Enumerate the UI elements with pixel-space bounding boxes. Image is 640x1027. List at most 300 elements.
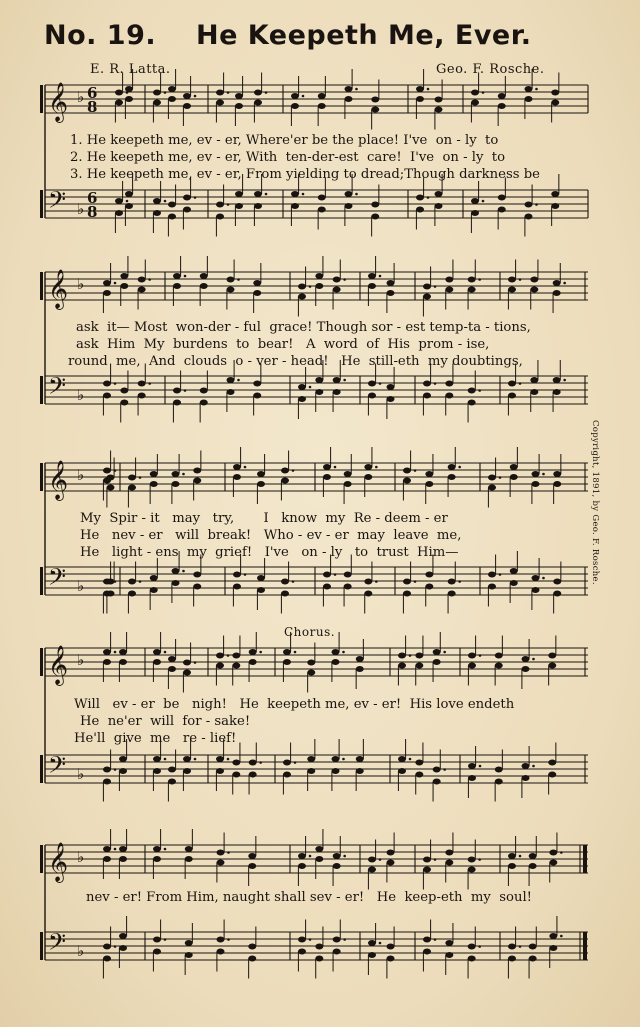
note-head	[387, 850, 395, 856]
note-head	[193, 572, 201, 578]
note-dot	[227, 91, 230, 94]
note-head	[356, 768, 364, 774]
flat-sign: ♭	[77, 765, 85, 783]
note-dot	[227, 758, 230, 761]
note-head	[119, 756, 127, 762]
note-dot	[478, 389, 481, 392]
note-head	[200, 400, 208, 406]
note-dot	[379, 942, 382, 945]
lyric-line: He'll give me re - lief!	[74, 731, 237, 746]
note-head	[233, 584, 241, 590]
note-head	[525, 96, 533, 102]
note-head	[183, 93, 191, 99]
lyric-line: My Spir - it may try, I know my Re - deem - er	[80, 511, 448, 526]
note-head	[445, 381, 453, 387]
note-dot	[126, 200, 129, 203]
note-head	[530, 377, 538, 383]
note-dot	[139, 580, 142, 583]
note-head	[371, 107, 379, 113]
note-dot	[535, 88, 538, 91]
note-head	[471, 198, 479, 204]
treble-clef: 𝄞	[48, 460, 69, 500]
note-head	[235, 103, 243, 109]
note-head	[387, 860, 395, 866]
note-head	[332, 659, 340, 665]
note-head	[298, 863, 306, 869]
bracket-bar	[40, 567, 43, 595]
note-head	[423, 867, 431, 873]
note-head	[103, 767, 111, 773]
note-head	[498, 93, 506, 99]
flat-sign: ♭	[77, 651, 85, 669]
note-dot	[532, 658, 535, 661]
note-head	[323, 584, 331, 590]
note-head	[423, 381, 431, 387]
note-head	[168, 214, 176, 220]
note-head	[128, 485, 136, 491]
note-head	[403, 591, 411, 597]
note-head	[549, 850, 557, 856]
note-head	[291, 103, 299, 109]
lyric-line: ask Him My burdens to bear! A word of His prom - ise,	[76, 337, 490, 352]
note-dot	[409, 654, 412, 657]
note-dot	[148, 278, 151, 281]
note-head	[553, 389, 561, 395]
note-head	[281, 478, 289, 484]
note-head	[168, 779, 176, 785]
note-head	[233, 474, 241, 480]
note-head	[332, 649, 340, 655]
note-head	[435, 107, 443, 113]
note-head	[368, 381, 376, 387]
note-head	[233, 572, 241, 578]
note-head	[488, 475, 496, 481]
note-head	[553, 481, 561, 487]
note-head	[318, 93, 326, 99]
note-head	[183, 207, 191, 213]
note-dot	[114, 282, 117, 285]
note-dot	[343, 938, 346, 941]
note-head	[551, 191, 559, 197]
note-head	[200, 283, 208, 289]
note-head	[318, 195, 326, 201]
note-dot	[244, 466, 247, 469]
note-dot	[414, 469, 417, 472]
note-dot	[164, 651, 167, 654]
note-head	[150, 481, 158, 487]
note-head	[291, 93, 299, 99]
lyric-line: ask it— Most won-der - ful grace! Though sor - est temp-ta - tions,	[76, 320, 531, 335]
note-head	[423, 857, 431, 863]
note-head	[522, 656, 530, 662]
note-head	[257, 471, 265, 477]
lyric-line: He nev - er will break! Who - ev - er may leave me,	[80, 528, 462, 543]
note-dot	[194, 758, 197, 761]
note-head	[333, 853, 341, 859]
note-head	[423, 284, 431, 290]
note-dot	[292, 469, 295, 472]
note-dot	[182, 570, 185, 573]
flat-sign: ♭	[77, 577, 85, 595]
note-head	[200, 388, 208, 394]
note-head	[217, 949, 225, 955]
note-dot	[355, 193, 358, 196]
note-head	[168, 666, 176, 672]
note-head	[183, 660, 191, 666]
note-head	[193, 478, 201, 484]
note-head	[185, 846, 193, 852]
note-head	[283, 649, 291, 655]
note-head	[103, 956, 111, 962]
note-head	[387, 396, 395, 402]
note-head	[248, 863, 256, 869]
note-head	[471, 90, 479, 96]
note-head	[368, 393, 376, 399]
note-head	[416, 96, 424, 102]
note-head	[307, 756, 315, 762]
note-head	[153, 768, 161, 774]
note-head	[173, 273, 181, 279]
note-head	[323, 572, 331, 578]
note-head	[364, 591, 372, 597]
note-head	[128, 579, 136, 585]
note-head	[107, 485, 115, 491]
note-head	[138, 393, 146, 399]
note-head	[125, 203, 133, 209]
note-head	[153, 649, 161, 655]
note-head	[371, 202, 379, 208]
note-dot	[519, 855, 522, 858]
note-head	[468, 277, 476, 283]
note-head	[254, 100, 262, 106]
note-dot	[478, 858, 481, 861]
note-head	[333, 287, 341, 293]
treble-clef: 𝄞	[48, 645, 69, 685]
note-dot	[114, 382, 117, 385]
note-head	[119, 933, 127, 939]
treble-clef: 𝄞	[48, 842, 69, 882]
note-head	[153, 856, 161, 862]
note-head	[103, 659, 111, 665]
note-head	[257, 587, 265, 593]
note-head	[291, 203, 299, 209]
note-head	[368, 867, 376, 873]
note-head	[235, 203, 243, 209]
note-dot	[343, 855, 346, 858]
note-head	[103, 944, 111, 950]
note-dot	[409, 758, 412, 761]
note-dot	[164, 938, 167, 941]
note-head	[532, 575, 540, 581]
flat-sign: ♭	[77, 942, 85, 960]
note-head	[217, 937, 225, 943]
note-head	[253, 393, 261, 399]
note-head	[216, 214, 224, 220]
note-head	[227, 287, 235, 293]
note-head	[153, 100, 161, 106]
note-head	[508, 956, 516, 962]
note-head	[508, 944, 516, 950]
note-head	[125, 96, 133, 102]
note-dot	[237, 278, 240, 281]
note-head	[183, 670, 191, 676]
note-head	[318, 207, 326, 213]
note-head	[433, 779, 441, 785]
note-head	[315, 273, 323, 279]
note-dot	[379, 382, 382, 385]
time-signature-bottom: 8	[87, 98, 98, 116]
note-head	[508, 863, 516, 869]
note-head	[532, 587, 540, 593]
note-head	[345, 203, 353, 209]
note-dot	[114, 768, 117, 771]
note-head	[368, 857, 376, 863]
note-dot	[478, 278, 481, 281]
note-dot	[334, 573, 337, 576]
note-dot	[434, 938, 437, 941]
note-dot	[343, 379, 346, 382]
note-dot	[434, 858, 437, 861]
bracket-bar	[40, 463, 43, 491]
note-dot	[114, 848, 117, 851]
note-dot	[182, 473, 185, 476]
note-dot	[535, 203, 538, 206]
flat-sign: ♭	[77, 466, 85, 484]
note-head	[549, 860, 557, 866]
note-head	[508, 393, 516, 399]
note-head	[553, 280, 561, 286]
note-dot	[519, 382, 522, 385]
note-head	[150, 471, 158, 477]
note-dot	[265, 91, 268, 94]
note-head	[200, 273, 208, 279]
lyricist-credit: E. R. Latta.	[90, 62, 171, 77]
lyric-line: Will ev - er be nigh! He keepeth me, ev - er! His love endeth	[74, 697, 515, 712]
note-head	[525, 214, 533, 220]
note-dot	[532, 765, 535, 768]
note-head	[425, 572, 433, 578]
note-head	[216, 663, 224, 669]
note-dot	[294, 651, 297, 654]
note-head	[468, 388, 476, 394]
note-head	[468, 763, 476, 769]
note-head	[468, 775, 476, 781]
note-head	[344, 471, 352, 477]
note-dot	[334, 466, 337, 469]
note-head	[415, 760, 423, 766]
note-head	[315, 956, 323, 962]
note-head	[138, 277, 146, 283]
note-dot	[302, 193, 305, 196]
note-head	[468, 857, 476, 863]
note-head	[416, 195, 424, 201]
note-head	[415, 653, 423, 659]
bass-clef: 𝄢	[48, 186, 67, 219]
bass-clef: 𝄢	[48, 563, 67, 596]
note-dot	[479, 654, 482, 657]
note-head	[107, 475, 115, 481]
note-head	[216, 768, 224, 774]
note-head	[227, 389, 235, 395]
note-head	[168, 767, 176, 773]
note-head	[217, 850, 225, 856]
note-head	[333, 377, 341, 383]
bass-clef: 𝄢	[48, 751, 67, 784]
note-head	[232, 663, 240, 669]
note-head	[423, 294, 431, 300]
note-head	[249, 659, 257, 665]
note-head	[433, 649, 441, 655]
final-bar	[583, 845, 587, 873]
lyric-line: He light - ens my grief! I've on - ly to trust Him—	[80, 545, 459, 560]
note-head	[315, 283, 323, 289]
note-head	[298, 284, 306, 290]
note-head	[549, 933, 557, 939]
bass-clef: 𝄢	[48, 372, 67, 405]
note-head	[254, 203, 262, 209]
note-head	[471, 100, 479, 106]
note-head	[551, 100, 559, 106]
note-head	[172, 568, 180, 574]
note-head	[425, 584, 433, 590]
note-head	[525, 86, 533, 92]
note-dot	[343, 278, 346, 281]
note-head	[498, 103, 506, 109]
treble-clef: 𝄞	[48, 269, 69, 309]
note-dot	[458, 466, 461, 469]
note-head	[291, 191, 299, 197]
note-dot	[499, 573, 502, 576]
note-head	[185, 952, 193, 958]
note-dot	[482, 91, 485, 94]
bass-clef: 𝄢	[48, 928, 67, 961]
note-head	[448, 464, 456, 470]
note-head	[468, 956, 476, 962]
note-head	[125, 86, 133, 92]
note-head	[445, 850, 453, 856]
note-head	[119, 768, 127, 774]
note-head	[510, 474, 518, 480]
note-head	[254, 90, 262, 96]
note-head	[315, 846, 323, 852]
note-head	[495, 779, 503, 785]
note-head	[553, 591, 561, 597]
note-head	[522, 775, 530, 781]
note-head	[510, 464, 518, 470]
note-dot	[542, 577, 545, 580]
note-head	[387, 956, 395, 962]
note-head	[153, 210, 161, 216]
note-head	[415, 663, 423, 669]
note-dot	[309, 938, 312, 941]
note-head	[283, 772, 291, 778]
note-dot	[244, 573, 247, 576]
note-head	[333, 277, 341, 283]
note-head	[445, 940, 453, 946]
note-head	[345, 96, 353, 102]
note-head	[332, 768, 340, 774]
note-head	[173, 283, 181, 289]
note-head	[318, 103, 326, 109]
note-head	[128, 591, 136, 597]
note-head	[307, 660, 315, 666]
note-head	[368, 283, 376, 289]
note-dot	[194, 95, 197, 98]
note-dot	[227, 938, 230, 941]
note-head	[398, 756, 406, 762]
lyric-line: He ne'er will for - sake!	[80, 714, 251, 729]
note-head	[553, 377, 561, 383]
note-dot	[184, 389, 187, 392]
note-head	[468, 400, 476, 406]
note-dot	[164, 200, 167, 203]
note-head	[498, 207, 506, 213]
note-dot	[309, 855, 312, 858]
note-head	[425, 471, 433, 477]
note-head	[150, 575, 158, 581]
note-dot	[164, 91, 167, 94]
note-head	[398, 768, 406, 774]
note-head	[103, 649, 111, 655]
note-head	[468, 287, 476, 293]
note-head	[548, 772, 556, 778]
note-dot	[342, 651, 345, 654]
note-head	[423, 937, 431, 943]
lyric-line: nev - er! From Him, naught shall sev - er! He keep-eth my soul!	[86, 890, 532, 905]
note-head	[323, 474, 331, 480]
lyric-line: 3. He keepeth me, ev - er, From yielding to dread;Though darkness be	[70, 167, 540, 182]
note-head	[235, 93, 243, 99]
lyric-line: round me, And clouds o - ver - head! He still-eth my doubtings,	[68, 354, 523, 369]
note-head	[398, 663, 406, 669]
note-head	[387, 280, 395, 286]
note-head	[153, 198, 161, 204]
note-head	[253, 290, 261, 296]
note-dot	[259, 651, 262, 654]
note-head	[435, 191, 443, 197]
note-head	[138, 381, 146, 387]
note-head	[508, 277, 516, 283]
note-dot	[458, 580, 461, 583]
note-head	[125, 191, 133, 197]
note-head	[298, 294, 306, 300]
note-head	[488, 572, 496, 578]
note-head	[368, 952, 376, 958]
note-head	[333, 389, 341, 395]
chorus-label: Chorus.	[284, 625, 336, 639]
note-head	[173, 388, 181, 394]
note-dot	[519, 945, 522, 948]
note-head	[371, 97, 379, 103]
note-head	[217, 860, 225, 866]
note-dot	[292, 580, 295, 583]
note-head	[183, 756, 191, 762]
note-head	[281, 591, 289, 597]
note-head	[445, 277, 453, 283]
note-head	[532, 471, 540, 477]
note-head	[333, 949, 341, 955]
note-head	[232, 760, 240, 766]
note-head	[120, 283, 128, 289]
note-dot	[443, 768, 446, 771]
note-dot	[375, 466, 378, 469]
note-head	[387, 290, 395, 296]
note-head	[298, 384, 306, 390]
note-head	[183, 103, 191, 109]
note-head	[216, 202, 224, 208]
note-head	[423, 393, 431, 399]
note-head	[435, 97, 443, 103]
